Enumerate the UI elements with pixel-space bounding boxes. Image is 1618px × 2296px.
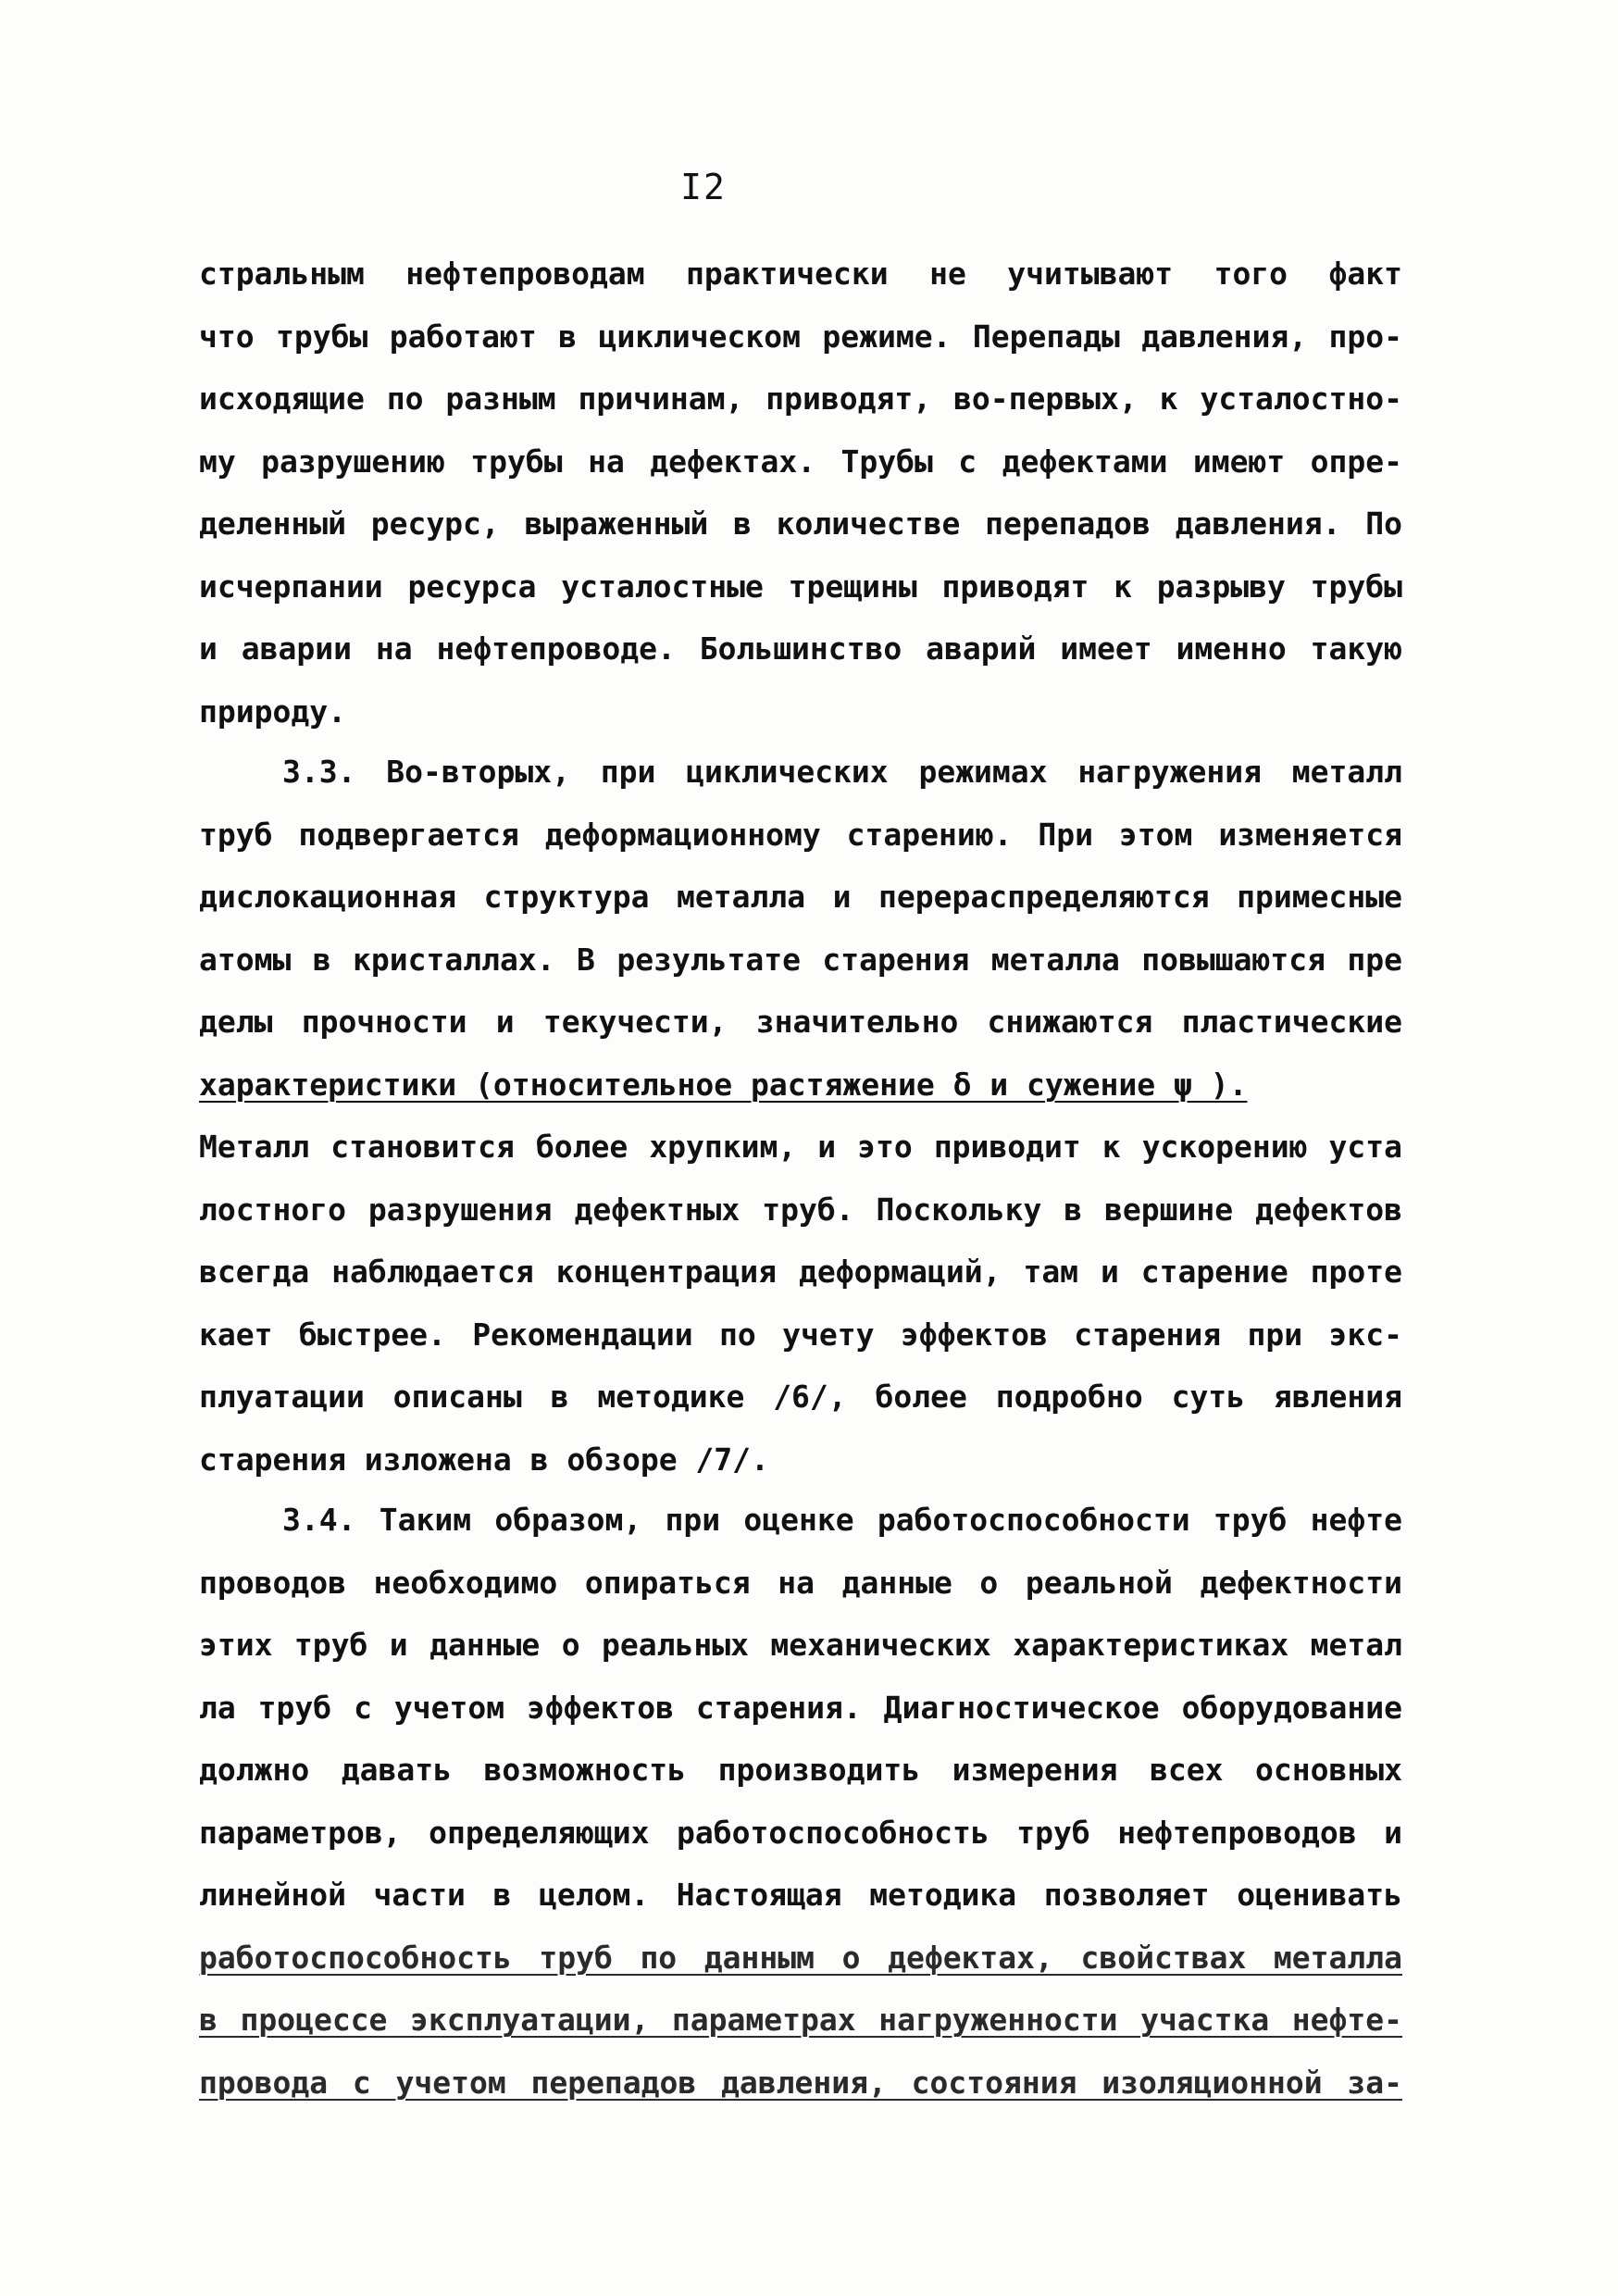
text-line: лостного разрушения дефектных труб. Поскольку в вершине дефектов: [199, 1191, 1402, 1228]
page-number: I2: [680, 167, 727, 207]
text-line: труб подвергается деформационному старению. При этом изменяется: [199, 816, 1402, 853]
text-line: Металл становится более хрупким, и это приводит к ускорению уста: [199, 1129, 1402, 1165]
text-line: проводов необходимо опираться на данные о реальной дефектности: [199, 1564, 1402, 1601]
text-line: этих труб и данные о реальных механических характеристиках метал: [199, 1627, 1402, 1663]
text-line: природу.: [199, 693, 346, 730]
text-line: 3.3. Во-вторых, при циклических режимах нагружения металл: [282, 754, 1402, 790]
text-line: и аварии на нефтепроводе. Большинство аварий имеет именно такую: [199, 630, 1402, 667]
text-line: что трубы работают в циклическом режиме. Перепады давления, про-: [199, 318, 1402, 355]
text-line: должно давать возможность производить измерения всех основных: [199, 1752, 1402, 1788]
text-line: провода с учетом перепадов давления, состояния изоляционной за-: [199, 2064, 1402, 2101]
text-line: атомы в кристаллах. В результате старения металла повышаются пре: [199, 941, 1402, 978]
text-line: кает быстрее. Рекомендации по учету эффектов старения при экс-: [199, 1316, 1402, 1353]
paragraph-3: [199, 1489, 1402, 2114]
paragraph-1: [199, 243, 1402, 742]
text-line: в процессе эксплуатации, параметрах нагруженности участка нефте-: [199, 2002, 1402, 2038]
text-line: делы прочности и текучести, значительно снижаются пластические: [199, 1004, 1402, 1040]
text-line: стральным нефтепроводам практически не учитывают того факт: [199, 256, 1402, 292]
text-line: 3.4. Таким образом, при оценке работоспособности труб нефте: [282, 1502, 1402, 1538]
text-line: всегда наблюдается концентрация деформаций, там и старение проте: [199, 1254, 1402, 1290]
text-line: характеристики (относительное растяжение δ и сужение ψ ).: [199, 1066, 1248, 1103]
text-line: му разрушению трубы на дефектах. Трубы с дефектами имеют опре-: [199, 443, 1402, 480]
text-line: линейной части в целом. Настоящая методика позволяет оценивать: [199, 1877, 1402, 1913]
text-line: деленный ресурс, выраженный в количестве перепадов давления. По: [199, 505, 1402, 542]
text-line: параметров, определяющих работоспособность труб нефтепроводов и: [199, 1814, 1402, 1851]
text-line: старения изложена в обзоре /7/.: [199, 1441, 769, 1478]
text-line: ла труб с учетом эффектов старения. Диагностическое оборудование: [199, 1689, 1402, 1726]
text-line: дислокационная структура металла и перераспределяются примесные: [199, 879, 1402, 915]
text-line: работоспособность труб по данным о дефектах, свойствах металла: [199, 1939, 1402, 1976]
text-line: исходящие по разным причинам, приводят, во-первых, к усталостно-: [199, 381, 1402, 417]
paragraph-2: [199, 741, 1402, 1491]
text-line: исчерпании ресурса усталостные трещины приводят к разрыву трубы: [199, 568, 1402, 605]
text-line: плуатации описаны в методике /6/, более подробно суть явления: [199, 1379, 1402, 1415]
